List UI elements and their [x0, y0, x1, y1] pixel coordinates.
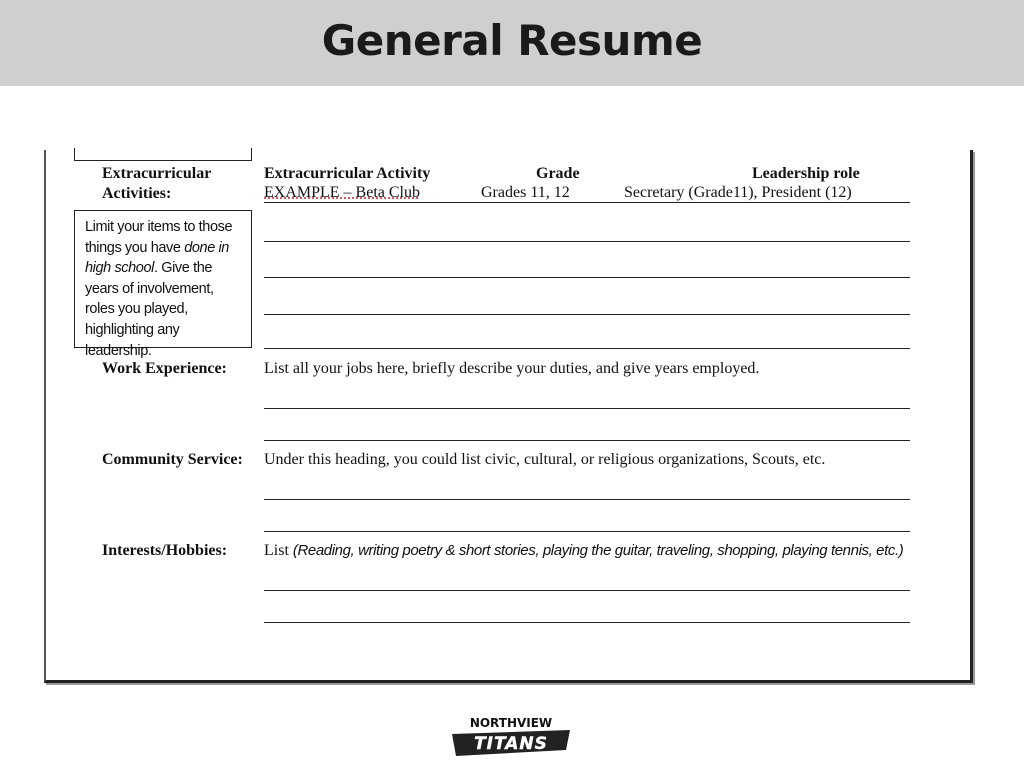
tip-callout-box: Limit your items to those things you have done in high school. Give the years of involvement, roles you played, highlighting any leadership.: [74, 210, 252, 348]
interests-hobbies-label: Interests/Hobbies:: [102, 542, 228, 559]
previous-section-box: [74, 148, 252, 161]
entry-line: [264, 531, 910, 532]
logo-line1: NORTHVIEW: [469, 716, 553, 730]
extracurricular-label: Extracurricular Activities:: [102, 165, 212, 202]
entry-line: [264, 590, 910, 591]
northview-titans-logo: [446, 714, 576, 764]
community-service-label: Community Service:: [102, 451, 243, 468]
column-header-leadership-role: Leadership role: [752, 165, 860, 182]
column-header-activity: Extracurricular Activity: [264, 165, 431, 182]
entry-line: [264, 348, 910, 349]
work-experience-description: List all your jobs here, briefly describe your duties, and give years employed.: [264, 360, 760, 377]
slide-title: General Resume: [321, 16, 703, 65]
entry-line: [264, 440, 910, 441]
resume-document: [44, 150, 973, 683]
entry-line: [264, 622, 910, 623]
entry-line: [264, 202, 910, 203]
entry-line: [264, 241, 910, 242]
example-grade: Grades 11, 12: [481, 184, 570, 201]
work-experience-label: Work Experience:: [102, 360, 227, 377]
community-service-description: Under this heading, you could list civic, cultural, or religious organizations, Scouts, etc.: [264, 451, 826, 468]
entry-line: [264, 314, 910, 315]
logo-line2: TITANS: [474, 734, 548, 754]
entry-line: [264, 277, 910, 278]
entry-line: [264, 408, 910, 409]
example-leadership-role: Secretary (Grade11), President (12): [624, 184, 852, 201]
entry-line: [264, 499, 910, 500]
interests-hobbies-description: List (Reading, writing poetry & short stories, playing the guitar, traveling, shopping, playing tennis, etc.): [264, 542, 904, 559]
column-header-grade: Grade: [536, 165, 580, 182]
example-activity: EXAMPLE – Beta Club: [264, 184, 420, 201]
